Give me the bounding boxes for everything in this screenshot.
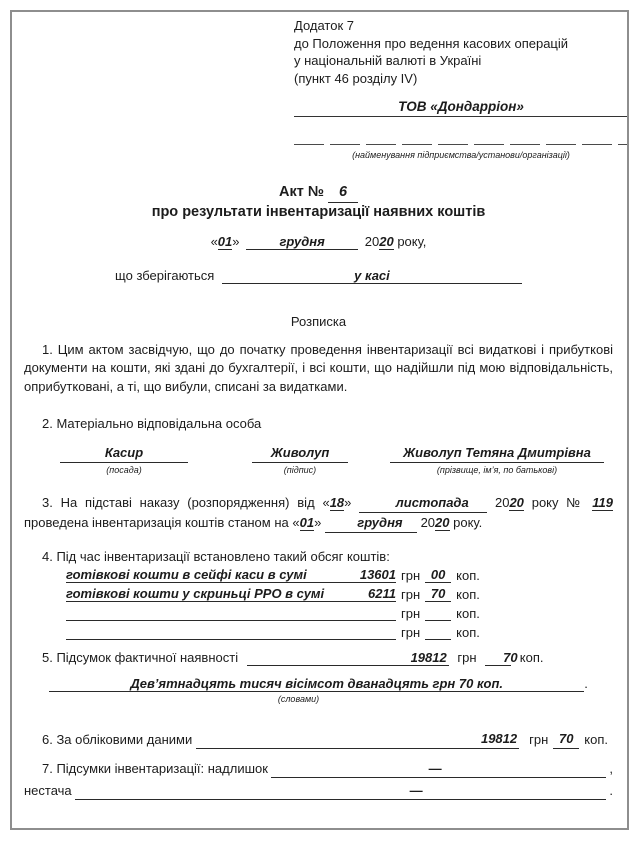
inventory-row-4 bbox=[66, 621, 613, 640]
position-caption: (посада) bbox=[106, 465, 142, 475]
date-suffix: року, bbox=[397, 233, 427, 249]
shortage-line bbox=[24, 781, 613, 800]
surplus-line bbox=[24, 759, 613, 778]
uah-label: грн bbox=[401, 625, 421, 640]
inventory-row-4-kopecks bbox=[425, 639, 451, 640]
signature-value: Живолуп bbox=[252, 445, 348, 463]
receipt-paragraph: 1. Цим актом засвідчую, що до початку проведення інвентаризації всі видаткові і прибуткові документи на кошти, які здані до бухгалтерії, і всі кошти, що надійшли під мою відповідальність, оприбутковані, а ті, що вибули, списані за видатками. bbox=[24, 341, 613, 394]
inventory-row-4-field bbox=[66, 622, 396, 640]
actual-total-kopecks: 70 bbox=[485, 650, 511, 666]
act-number-line bbox=[24, 183, 613, 203]
fullname-value: Живолуп Тетяна Дмитрівна bbox=[390, 445, 604, 463]
accounting-total-label: 6. За обліковими даними bbox=[42, 732, 193, 747]
order-year-value: 20 bbox=[509, 495, 524, 510]
actual-total-line bbox=[24, 650, 613, 666]
accounting-total-kopecks: 70 bbox=[553, 730, 579, 749]
kop-label: коп. bbox=[456, 606, 480, 621]
position-value: Касир bbox=[60, 445, 188, 463]
amount-in-words-line bbox=[24, 676, 613, 692]
storage-label: що зберігаються bbox=[115, 267, 215, 283]
inventory-row-1-kopecks: 00 bbox=[425, 567, 451, 583]
order-basis-text-3: проведена інвентаризація коштів станом на bbox=[24, 515, 289, 530]
appendix-line-1: Додаток 7 bbox=[294, 18, 354, 33]
inventory-row-2-field bbox=[66, 584, 396, 602]
amount-in-words-caption: (словами) bbox=[277, 694, 320, 704]
inv-quote-open: « bbox=[292, 515, 300, 530]
actual-total-field bbox=[247, 650, 449, 666]
appendix-line-3: у національній валюті в Україні bbox=[294, 53, 482, 68]
order-basis-text-4: року. bbox=[453, 515, 483, 530]
quote-open: « bbox=[210, 233, 218, 249]
inv-century: 20 bbox=[420, 515, 436, 530]
date-year-value: 20 bbox=[379, 233, 394, 249]
inventory-row-1-label: готівкові кошти в сейфі каси в сумі bbox=[66, 567, 307, 582]
kop-label: коп. bbox=[584, 732, 608, 747]
kop-label: коп. bbox=[456, 568, 480, 583]
company-name-blank-line bbox=[294, 144, 628, 145]
inventory-row-3-kopecks bbox=[425, 620, 451, 621]
act-label: Акт № bbox=[278, 183, 324, 200]
act-number-value: 6 bbox=[328, 183, 358, 203]
responsible-person-row bbox=[24, 445, 613, 475]
order-day-value: 18 bbox=[329, 495, 345, 510]
uah-label: грн bbox=[401, 568, 421, 583]
shortage-label: нестача bbox=[24, 783, 72, 798]
uah-label: грн bbox=[529, 732, 549, 747]
storage-place-value: у касі bbox=[354, 267, 390, 283]
company-name-value: ТОВ «Дондарріон» bbox=[398, 99, 524, 114]
inventory-row-1-amount: 13601 bbox=[359, 567, 396, 582]
kop-label: коп. bbox=[456, 587, 480, 602]
inventory-row-2-label: готівкові кошти у скриньці РРО в сумі bbox=[66, 586, 325, 601]
receipt-heading: Розписка bbox=[290, 313, 347, 329]
accounting-total-amount: 19812 bbox=[480, 731, 518, 746]
document-subtitle: про результати інвентаризації наявних коштів bbox=[151, 203, 486, 220]
inventory-row-3 bbox=[66, 602, 613, 621]
accounting-total-field bbox=[196, 730, 519, 749]
words-trailing-period: . bbox=[584, 676, 588, 691]
actual-total-amount: 19812 bbox=[410, 650, 447, 665]
amount-in-words-value: Дев’ятнадцять тисяч вісімсот дванадцять грн 70 коп. bbox=[130, 676, 504, 691]
order-basis-text-1: 3. На підставі наказу (розпорядження) від bbox=[42, 495, 315, 510]
surplus-field bbox=[271, 759, 606, 778]
inventory-row-2-kopecks: 70 bbox=[425, 586, 451, 602]
quote-close: » bbox=[232, 233, 240, 249]
fullname-column bbox=[390, 445, 604, 475]
surplus-value: — bbox=[428, 761, 442, 776]
inv-day-value: 01 bbox=[299, 515, 315, 530]
order-century: 20 bbox=[494, 495, 510, 510]
uah-label: грн bbox=[457, 650, 477, 665]
document-title bbox=[24, 183, 613, 222]
storage-place-field bbox=[222, 268, 522, 284]
appendix-line-2: до Положення про ведення касових операцій bbox=[294, 35, 569, 51]
order-quote-open: « bbox=[322, 495, 330, 510]
amount-in-words-field bbox=[49, 676, 584, 692]
storage-line bbox=[24, 268, 613, 284]
inventory-row-1 bbox=[66, 564, 613, 583]
shortage-field bbox=[75, 781, 607, 800]
inventory-row-3-field bbox=[66, 603, 396, 621]
document-date-line bbox=[24, 234, 613, 250]
appendix-header bbox=[294, 17, 628, 165]
signature-column bbox=[252, 445, 348, 475]
inventory-row-2-amount: 6211 bbox=[368, 586, 396, 601]
order-basis-text-2: року № bbox=[531, 495, 585, 510]
date-century: 20 bbox=[364, 233, 380, 249]
surplus-trailing-comma: , bbox=[609, 761, 613, 776]
order-number-value: 119 bbox=[592, 495, 613, 510]
surplus-label: 7. Підсумки інвентаризації: надлишок bbox=[42, 761, 268, 776]
position-column bbox=[60, 445, 188, 475]
accounting-total-line bbox=[24, 730, 613, 749]
date-day-value: 01 bbox=[217, 233, 233, 249]
actual-total-label: 5. Підсумок фактичної наявності bbox=[42, 650, 239, 665]
inventory-row-1-field bbox=[66, 565, 396, 583]
shortage-value: — bbox=[409, 783, 423, 798]
document-page bbox=[10, 10, 629, 830]
kop-label: коп. bbox=[519, 650, 544, 665]
date-month-value: грудня bbox=[246, 234, 358, 250]
company-name-field bbox=[294, 98, 628, 117]
inv-month-value: грудня bbox=[325, 513, 417, 533]
kop-label: коп. bbox=[456, 625, 480, 640]
signature-caption: (підпис) bbox=[283, 465, 317, 475]
inv-quote-close: » bbox=[314, 515, 322, 530]
uah-label: грн bbox=[401, 587, 421, 602]
appendix-line-4: (пункт 46 розділу IV) bbox=[294, 70, 418, 86]
order-basis-paragraph bbox=[24, 493, 613, 533]
fullname-caption: (прізвище, ім’я, по батькові) bbox=[436, 465, 558, 475]
order-quote-close: » bbox=[344, 495, 352, 510]
company-name-caption: (найменування підприємства/установи/організації) bbox=[352, 150, 570, 160]
order-month-value: листопада bbox=[359, 493, 487, 513]
uah-label: грн bbox=[401, 606, 421, 621]
responsible-person-heading: 2. Матеріально відповідальна особа bbox=[42, 416, 262, 431]
inventory-row-2 bbox=[66, 583, 613, 602]
shortage-trailing-period: . bbox=[609, 783, 613, 798]
inv-year-value: 20 bbox=[435, 515, 450, 530]
inventory-heading: 4. Під час інвентаризації встановлено такий обсяг коштів: bbox=[42, 549, 390, 564]
